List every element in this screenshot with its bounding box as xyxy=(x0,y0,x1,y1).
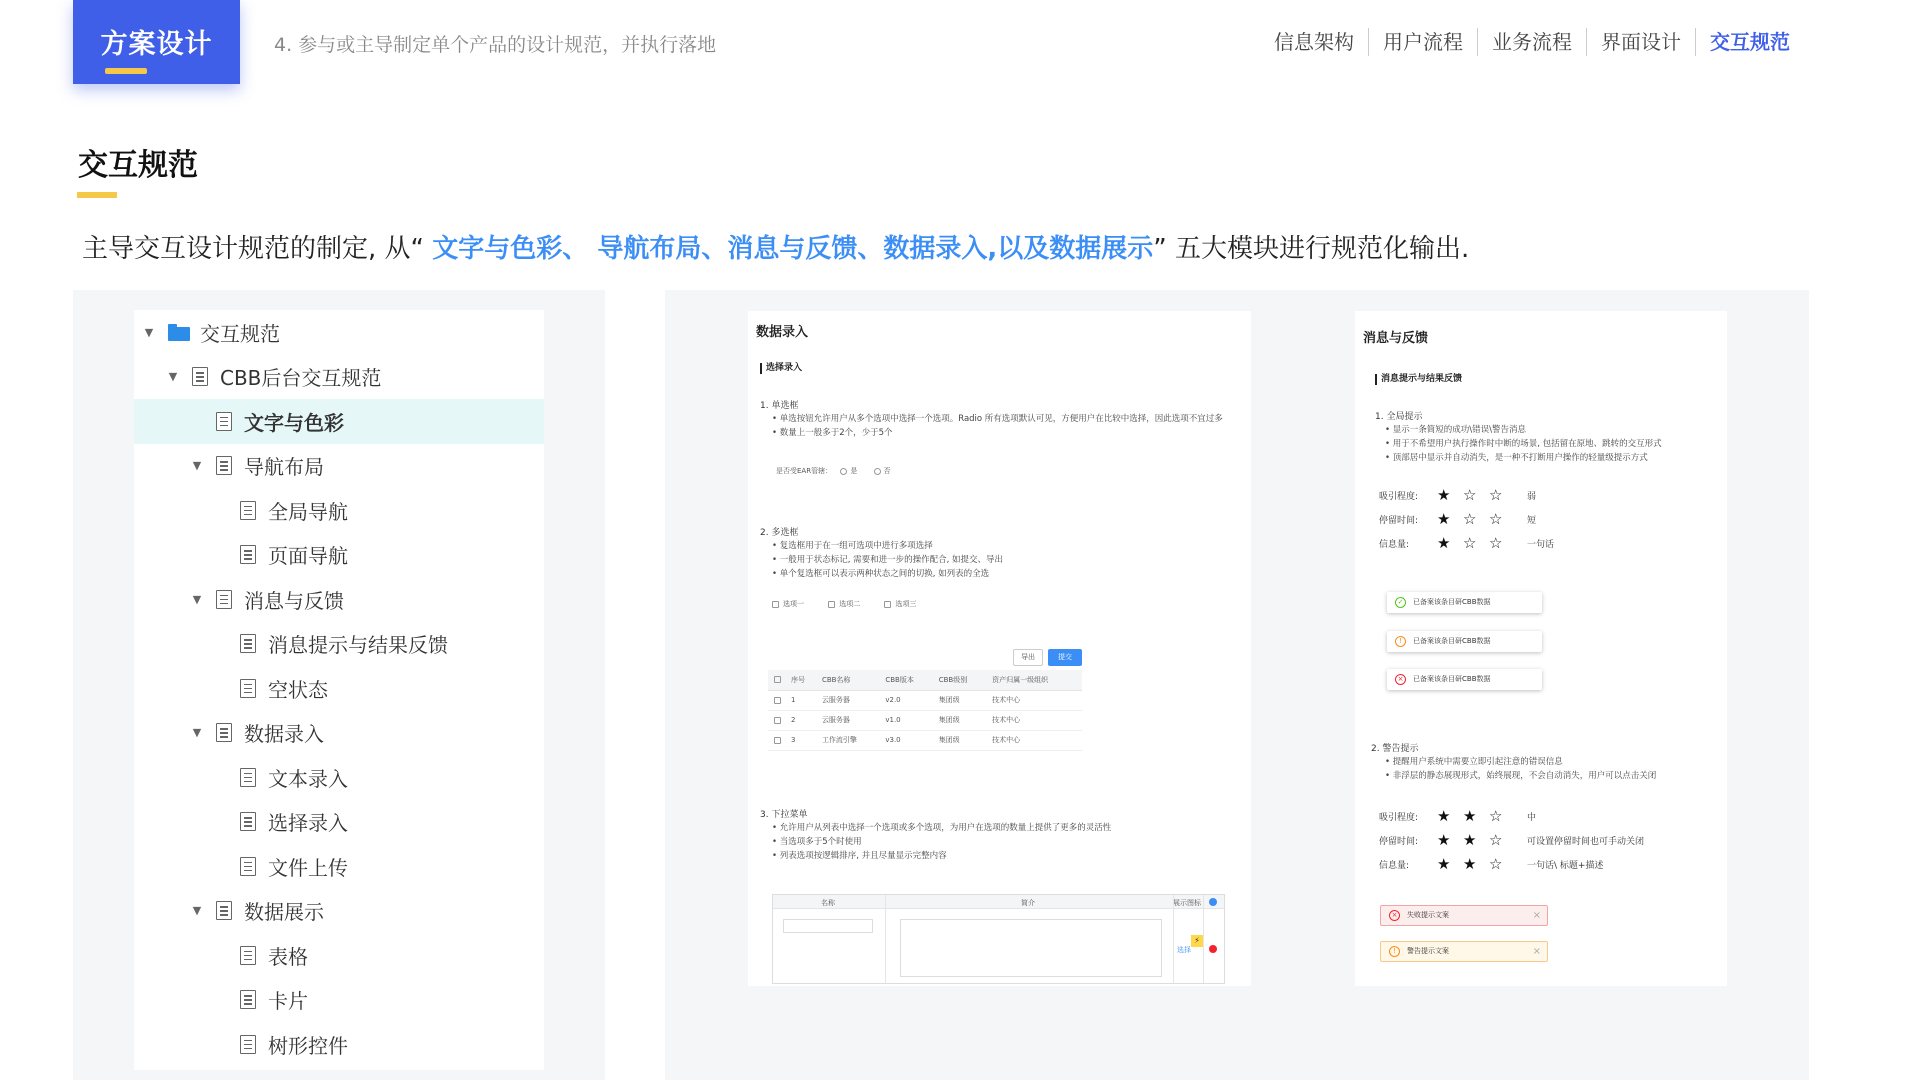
radio-question: 是否受EAR管辖： xyxy=(776,467,833,475)
cursor-icon: ⚡ xyxy=(1191,935,1203,947)
tree-node[interactable] xyxy=(134,844,544,889)
document-icon xyxy=(240,812,256,831)
submit-button[interactable]: 提交 xyxy=(1048,649,1082,666)
error-alert xyxy=(1380,905,1548,926)
document-icon xyxy=(216,412,232,431)
column-divider xyxy=(1203,895,1204,983)
tree-node-label: 树形控件 xyxy=(268,1033,348,1058)
rating-row xyxy=(1379,534,1554,552)
table-cell: 技术中心 xyxy=(986,710,1082,730)
star-outline-icon: ☆ xyxy=(1463,534,1477,552)
feedback-title: 消息与反馈 xyxy=(1363,331,1429,346)
checkbox-square xyxy=(884,601,891,608)
star-outline-icon: ☆ xyxy=(1463,510,1477,528)
table-cell: 技术中心 xyxy=(986,730,1082,750)
checkbox-label: 选项三 xyxy=(895,600,917,608)
tree-node[interactable] xyxy=(134,444,544,489)
rating-label: 信息量: xyxy=(1379,860,1410,871)
table-row[interactable] xyxy=(768,730,1082,750)
warning-exclamation-icon: ! xyxy=(1395,636,1406,647)
rating-row xyxy=(1379,855,1603,873)
tree-node[interactable] xyxy=(134,533,544,578)
rating-note: 中 xyxy=(1527,812,1537,823)
row-select-cell[interactable] xyxy=(768,710,785,730)
list-item: • 顶部居中显示并自动消失，是一种不打断用户操作的轻量级提示方式 xyxy=(1385,451,1725,465)
rating-note: 可设置停留时间也可手动关闭 xyxy=(1527,836,1645,847)
star-outline-icon: ☆ xyxy=(1489,807,1503,825)
warning-tip-heading: 2. 警告提示 xyxy=(1371,744,1419,754)
list-item: • 非浮层的静态展现形式，始终展现，不会自动消失，用户可以点击关闭 xyxy=(1385,769,1725,783)
star-outline-icon: ☆ xyxy=(1463,486,1477,504)
checkbox-option-1[interactable] xyxy=(772,600,804,608)
document-icon xyxy=(216,723,232,742)
tree-node-label: 页面导航 xyxy=(268,544,348,569)
document-icon xyxy=(240,946,256,965)
table-cell: 集团级 xyxy=(933,710,986,730)
global-tip-bullets xyxy=(1385,423,1725,465)
feedback-card xyxy=(1355,311,1727,986)
radio-bullets xyxy=(772,412,1242,440)
list-item: • 单选按钮允许用户从多个选项中选择一个选项。Radio 所有选项默认可见，方便用户在比较中选择，因此选项不宜过多 xyxy=(772,412,1242,426)
table-cell: v2.0 xyxy=(879,690,932,710)
nav-item-info-architecture[interactable]: 信息架构 xyxy=(1274,30,1354,54)
list-item: • 提醒用户系统中需要立即引起注意的错误信息 xyxy=(1385,755,1725,769)
description-suffix: ” 五大模块进行规范化输出. xyxy=(1153,234,1470,264)
rating-row xyxy=(1379,510,1536,528)
star-filled-icon: ★ xyxy=(1463,831,1477,849)
section-title: 交互规范 xyxy=(78,148,198,183)
select-trigger[interactable]: 选择 xyxy=(1177,946,1191,954)
tree-node-label: 交互规范 xyxy=(200,321,280,346)
tree-node[interactable] xyxy=(134,978,544,1023)
caret-down-icon[interactable]: ▼ xyxy=(192,904,202,918)
document-icon xyxy=(240,679,256,698)
checkbox-group xyxy=(772,599,916,609)
list-item: • 用于不希望用户执行操作时中断的场景, 包括留在原地、跳转的交互形式 xyxy=(1385,437,1725,451)
close-icon[interactable]: × xyxy=(1532,910,1541,921)
table-row[interactable] xyxy=(768,690,1082,710)
tree-node[interactable] xyxy=(134,488,544,533)
rating-label: 吸引程度: xyxy=(1379,812,1419,823)
star-outline-icon: ☆ xyxy=(1489,855,1503,873)
section-title-underline xyxy=(77,192,117,198)
tree-node-label: 全局导航 xyxy=(268,499,348,524)
document-icon xyxy=(240,768,256,787)
document-icon xyxy=(240,1035,256,1054)
list-item: • 一般用于状态标记, 需要和进一步的操作配合, 如提交、导出 xyxy=(772,553,1242,567)
row-select-cell[interactable] xyxy=(768,690,785,710)
data-entry-card xyxy=(748,311,1251,986)
info-dot-icon xyxy=(1209,898,1217,906)
checkbox-bullets xyxy=(772,539,1242,581)
star-outline-icon: ☆ xyxy=(1489,486,1503,504)
radio-option-label: 否 xyxy=(883,467,891,475)
star-outline-icon: ☆ xyxy=(1489,831,1503,849)
list-item: • 复选框用于在一组可选项中进行多项选择 xyxy=(772,539,1242,553)
document-icon xyxy=(216,901,232,920)
select-all-cell[interactable] xyxy=(768,670,785,690)
tree-node-label: 选择录入 xyxy=(268,811,348,836)
warning-exclamation-icon: ! xyxy=(1389,946,1400,957)
toast-text: 已备案该条目研CBB数据 xyxy=(1413,598,1491,606)
top-nav xyxy=(1260,26,1804,58)
radio-option-label: 是 xyxy=(850,467,858,475)
caret-down-icon[interactable]: ▼ xyxy=(192,726,202,740)
table-cell: 集团级 xyxy=(933,730,986,750)
rating-label: 信息量: xyxy=(1379,539,1410,550)
tree-node[interactable] xyxy=(134,399,544,444)
column-header: 序号 xyxy=(785,670,816,690)
alert-text: 警告提示文案 xyxy=(1407,947,1449,955)
star-filled-icon: ★ xyxy=(1463,855,1477,873)
data-entry-title: 数据录入 xyxy=(756,325,809,340)
tree-node-label: 文本录入 xyxy=(268,766,348,791)
caret-down-icon[interactable]: ▼ xyxy=(144,325,154,339)
tree-node[interactable] xyxy=(134,711,544,756)
star-filled-icon: ★ xyxy=(1463,807,1477,825)
section-badge xyxy=(73,0,240,84)
column-header: CBB名称 xyxy=(816,670,879,690)
checkbox-square xyxy=(772,601,779,608)
list-item: • 当选项多于5个时使用 xyxy=(772,835,1242,849)
export-button[interactable]: 导出 xyxy=(1013,649,1043,666)
tree-node-label: 导航布局 xyxy=(244,455,324,480)
feedback-subtitle: 消息提示与结果反馈 xyxy=(1375,374,1462,385)
tree-node-label: CBB后台交互规范 xyxy=(220,366,382,391)
document-icon xyxy=(240,545,256,564)
star-outline-icon: ☆ xyxy=(1489,534,1503,552)
column-header: CBB级别 xyxy=(933,670,986,690)
tree-node-label: 消息提示与结果反馈 xyxy=(268,633,448,658)
star-outline-icon: ☆ xyxy=(1489,510,1503,528)
table-cell: v1.0 xyxy=(879,710,932,730)
document-icon xyxy=(240,501,256,520)
table-header-row xyxy=(768,670,1082,690)
table-cell: 工作流引擎 xyxy=(816,730,879,750)
error-x-icon: × xyxy=(1389,910,1400,921)
checkbox-label: 选项一 xyxy=(783,600,804,608)
warning-alert xyxy=(1380,941,1548,962)
checkbox-square xyxy=(774,717,781,724)
nav-item-business-flow[interactable]: 业务流程 xyxy=(1477,28,1586,56)
rating-row xyxy=(1379,807,1536,825)
column-divider xyxy=(885,895,886,983)
name-input[interactable] xyxy=(783,919,873,933)
table-cell: 2 xyxy=(785,710,816,730)
success-toast xyxy=(1387,592,1542,613)
table-cell: 云服务器 xyxy=(816,710,879,730)
checkbox-option-3[interactable] xyxy=(884,600,916,608)
dropdown-table-header xyxy=(773,895,1224,909)
tree-node[interactable] xyxy=(134,800,544,845)
tree-node[interactable] xyxy=(134,1022,544,1067)
table-cell: 1 xyxy=(785,690,816,710)
column-header: 名称 xyxy=(821,899,835,907)
radio-circle xyxy=(874,468,881,475)
global-tip-heading: 1. 全局提示 xyxy=(1375,412,1423,422)
cbb-table xyxy=(768,670,1082,751)
description-textarea[interactable] xyxy=(900,919,1162,977)
description-highlight: 文字与色彩、 导航布局、消息与反馈、数据录入,以及数据展示 xyxy=(432,234,1154,264)
column-header: 展示图标 xyxy=(1173,899,1201,907)
rating-label: 停留时间: xyxy=(1379,836,1419,847)
star-filled-icon: ★ xyxy=(1437,510,1451,528)
dropdown-heading: 3. 下拉菜单 xyxy=(760,810,808,820)
toast-text: 已备案该条目研CBB数据 xyxy=(1413,675,1491,683)
rating-label: 停留时间: xyxy=(1379,515,1419,526)
column-header: 资产归属一级组织 xyxy=(986,670,1082,690)
list-item: • 允许用户从列表中选择一个选项或多个选项，为用户在选项的数量上提供了更多的灵活性 xyxy=(772,821,1242,835)
delete-dot-icon[interactable] xyxy=(1209,945,1217,953)
tree-node[interactable] xyxy=(134,577,544,622)
dropdown-demo-table xyxy=(772,894,1225,984)
row-select-cell[interactable] xyxy=(768,730,785,750)
star-filled-icon: ★ xyxy=(1437,486,1451,504)
error-x-icon: × xyxy=(1395,674,1406,685)
radio-circle xyxy=(840,468,847,475)
tree-node-label: 文件上传 xyxy=(268,855,348,880)
tree-node-label: 卡片 xyxy=(268,989,308,1014)
table-cell: 云服务器 xyxy=(816,690,879,710)
close-icon[interactable]: × xyxy=(1532,946,1541,957)
rating-note: 弱 xyxy=(1527,491,1537,502)
tree-node-label: 空状态 xyxy=(268,677,328,702)
table-row[interactable] xyxy=(768,710,1082,730)
column-header: CBB版本 xyxy=(879,670,932,690)
warning-tip-bullets xyxy=(1385,755,1725,783)
column-divider xyxy=(1173,895,1174,983)
section-description xyxy=(82,228,1469,265)
toast-text: 已备案该条目研CBB数据 xyxy=(1413,637,1491,645)
tree-node[interactable] xyxy=(134,933,544,978)
document-icon xyxy=(240,990,256,1009)
caret-down-icon[interactable]: ▼ xyxy=(192,592,202,606)
description-prefix: 主导交互设计规范的制定, 从“ xyxy=(82,234,433,264)
tree-node[interactable] xyxy=(134,355,544,400)
nav-item-interaction-spec[interactable]: 交互规范 xyxy=(1695,28,1804,56)
rating-row xyxy=(1379,831,1644,849)
alert-text: 失败提示文案 xyxy=(1407,911,1449,919)
success-check-icon: ✓ xyxy=(1395,597,1406,608)
caret-down-icon[interactable]: ▼ xyxy=(168,370,178,384)
rating-label: 吸引程度: xyxy=(1379,491,1419,502)
radio-option-no[interactable] xyxy=(874,467,891,475)
document-icon xyxy=(240,634,256,653)
folder-icon xyxy=(168,324,190,341)
list-item: • 列表选项按逻辑排序, 并且尽量显示完整内容 xyxy=(772,849,1242,863)
tree-node[interactable] xyxy=(134,666,544,711)
error-toast xyxy=(1387,669,1542,690)
checkbox-square xyxy=(774,697,781,704)
data-entry-subtitle: 选择录入 xyxy=(760,363,802,374)
tree-node-label: 文字与色彩 xyxy=(244,410,344,435)
nav-item-ui-design[interactable]: 界面设计 xyxy=(1586,28,1695,56)
radio-group xyxy=(776,466,891,476)
checkbox-heading: 2. 多选框 xyxy=(760,528,799,538)
tree-node-label: 消息与反馈 xyxy=(244,588,344,613)
tree-node[interactable] xyxy=(134,310,544,355)
checkbox-square xyxy=(774,737,781,744)
tree-node[interactable] xyxy=(134,755,544,800)
document-icon xyxy=(216,456,232,475)
star-filled-icon: ★ xyxy=(1437,831,1451,849)
tree-node-label: 数据录入 xyxy=(244,722,324,747)
checkbox-label: 选项二 xyxy=(839,600,861,608)
rating-note: 一句话\ 标题+描述 xyxy=(1527,860,1604,871)
table-cell: 3 xyxy=(785,730,816,750)
tree-node[interactable] xyxy=(134,622,544,667)
table-cell: v3.0 xyxy=(879,730,932,750)
star-filled-icon: ★ xyxy=(1437,807,1451,825)
tree-node-label: 数据展示 xyxy=(244,900,324,925)
badge-label: 方案设计 xyxy=(100,29,213,60)
page-subtitle: 4. 参与或主导制定单个产品的设计规范，并执行落地 xyxy=(274,34,717,56)
caret-down-icon[interactable]: ▼ xyxy=(192,459,202,473)
radio-option-yes[interactable] xyxy=(840,467,857,475)
column-header: 简介 xyxy=(1021,899,1035,907)
table-cell: 集团级 xyxy=(933,690,986,710)
radio-heading: 1. 单选框 xyxy=(760,401,799,411)
tree-node-label: 表格 xyxy=(268,944,308,969)
document-icon xyxy=(240,857,256,876)
rating-note: 短 xyxy=(1527,515,1537,526)
nav-item-user-flow[interactable]: 用户流程 xyxy=(1368,28,1477,56)
rating-note: 一句话 xyxy=(1527,539,1555,550)
checkbox-square xyxy=(828,601,835,608)
checkbox-square xyxy=(774,676,781,683)
star-filled-icon: ★ xyxy=(1437,534,1451,552)
tree-node[interactable] xyxy=(134,889,544,934)
list-item: • 数量上一般多于2个，少于5个 xyxy=(772,426,1242,440)
list-item: • 单个复选框可以表示两种状态之间的切换, 如列表的全选 xyxy=(772,567,1242,581)
spec-tree xyxy=(134,310,544,1070)
rating-row xyxy=(1379,486,1536,504)
star-filled-icon: ★ xyxy=(1437,855,1451,873)
list-item: • 显示一条简短的成功\错误\警告消息 xyxy=(1385,423,1725,437)
badge-underline xyxy=(105,68,147,74)
checkbox-option-2[interactable] xyxy=(828,600,860,608)
document-icon xyxy=(192,367,208,386)
table-cell: 技术中心 xyxy=(986,690,1082,710)
document-icon xyxy=(216,590,232,609)
dropdown-bullets xyxy=(772,821,1242,863)
warning-toast xyxy=(1387,631,1542,652)
